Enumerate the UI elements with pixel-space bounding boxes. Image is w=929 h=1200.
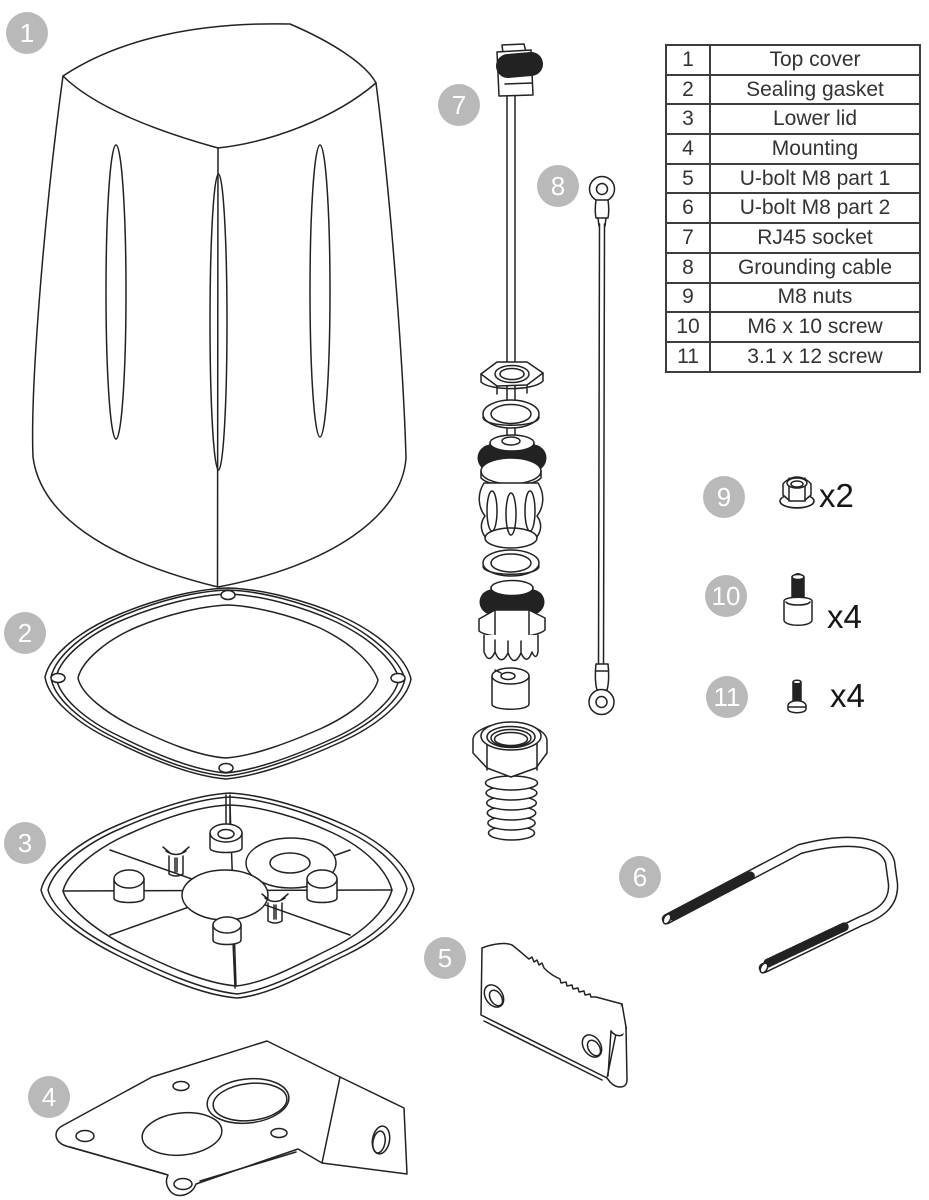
- part-badge-8: 8: [537, 165, 579, 207]
- rj45-socket-illustration: [473, 44, 547, 840]
- part-name: 3.1 x 12 screw: [710, 342, 920, 372]
- u-bolt-clamp-plate-illustration: [480, 944, 627, 1087]
- part-badge-11: 11: [706, 676, 748, 718]
- part-name: U-bolt M8 part 1: [710, 164, 920, 194]
- part-badge-4: 4: [28, 1076, 70, 1118]
- part-number: 10: [666, 312, 710, 342]
- table-row: [666, 164, 920, 194]
- part-name: Top cover: [710, 45, 920, 75]
- table-row: [666, 312, 920, 342]
- table-row: [666, 134, 920, 164]
- part-badge-2: 2: [4, 612, 46, 654]
- part-name: Sealing gasket: [710, 75, 920, 105]
- part-badge-10: 10: [705, 575, 747, 617]
- part-badge-9: 9: [703, 476, 745, 518]
- small-screws-quantity: x4: [830, 677, 865, 714]
- table-row: [666, 45, 920, 75]
- part-number: 3: [666, 104, 710, 134]
- table-row: [666, 253, 920, 283]
- part-number: 4: [666, 134, 710, 164]
- part-number: 9: [666, 283, 710, 313]
- part-number: 7: [666, 223, 710, 253]
- u-bolt-illustration: [662, 842, 893, 974]
- part-badge-6: 6: [619, 856, 661, 898]
- part-number: 2: [666, 75, 710, 105]
- part-name: RJ45 socket: [710, 223, 920, 253]
- grounding-cable-illustration: [589, 177, 615, 715]
- m8-nut-illustration: [780, 477, 814, 508]
- table-row: [666, 104, 920, 134]
- table-row: [666, 75, 920, 105]
- mounting-bracket-illustration: [56, 1041, 407, 1195]
- m6-screws-quantity: x4: [827, 598, 862, 635]
- top-cover-illustration: [33, 24, 406, 587]
- table-row: [666, 223, 920, 253]
- part-number: 6: [666, 193, 710, 223]
- part-badge-3: 3: [4, 822, 46, 864]
- part-badge-5: 5: [424, 937, 466, 979]
- small-screw-illustration: [788, 680, 806, 713]
- parts-table: [665, 44, 921, 373]
- table-row: [666, 342, 920, 372]
- part-name: Mounting: [710, 134, 920, 164]
- part-name: U-bolt M8 part 2: [710, 193, 920, 223]
- table-row: [666, 193, 920, 223]
- part-name: M8 nuts: [710, 283, 920, 313]
- sealing-gasket-illustration: [45, 588, 411, 779]
- lower-lid-illustration: [41, 793, 414, 998]
- part-number: 1: [666, 45, 710, 75]
- m6-screw-illustration: [784, 575, 812, 626]
- part-name: M6 x 10 screw: [710, 312, 920, 342]
- table-row: [666, 283, 920, 313]
- part-number: 5: [666, 164, 710, 194]
- part-name: Lower lid: [710, 104, 920, 134]
- part-badge-7: 7: [438, 84, 480, 126]
- m8-nuts-quantity: x2: [819, 477, 854, 514]
- part-number: 8: [666, 253, 710, 283]
- part-name: Grounding cable: [710, 253, 920, 283]
- part-badge-1: 1: [6, 12, 48, 54]
- part-number: 11: [666, 342, 710, 372]
